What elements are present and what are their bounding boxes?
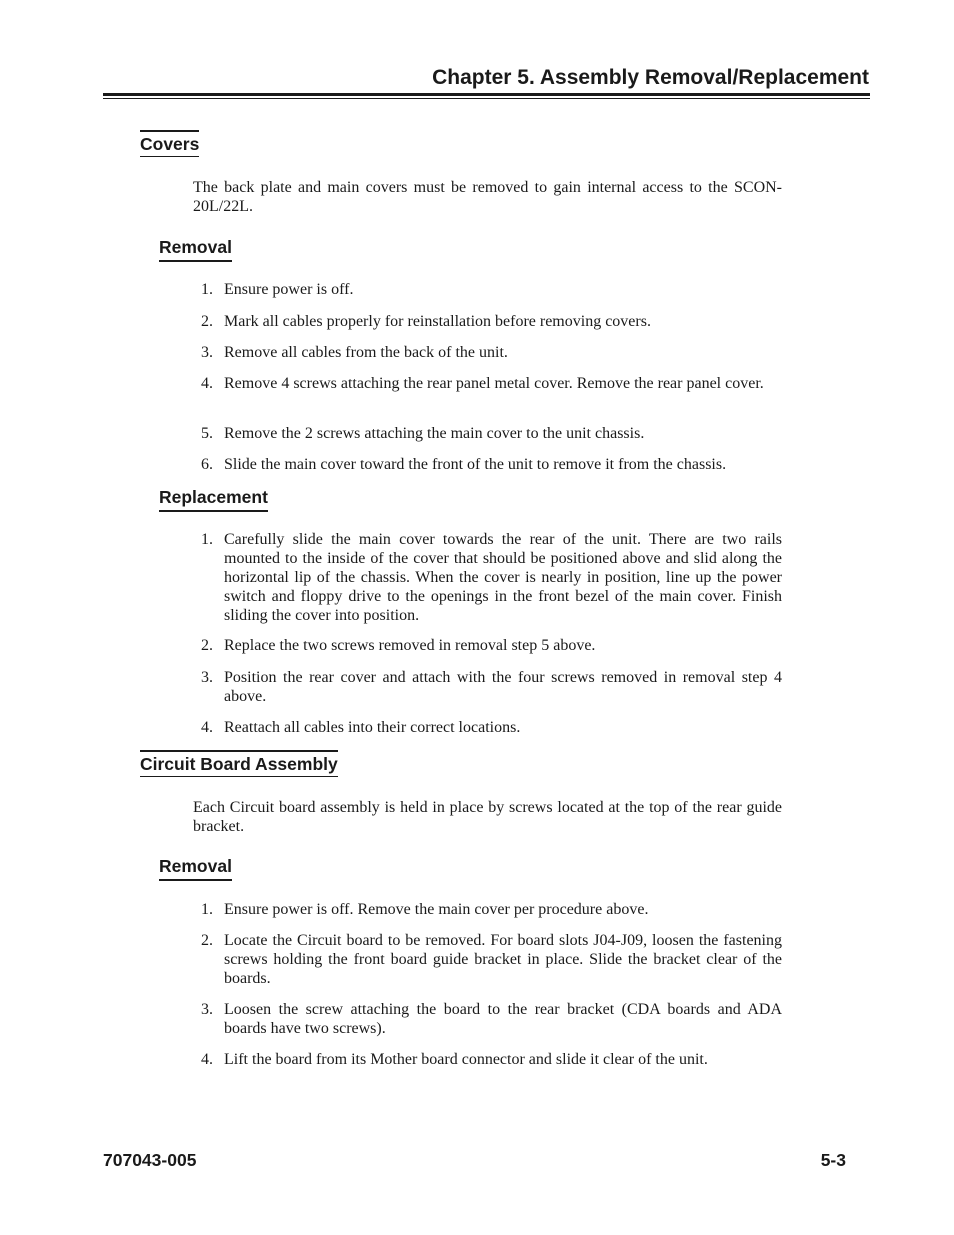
step-text: Slide the main cover toward the front of the unit to remove it from the chassis. — [224, 456, 727, 473]
step-text: Remove the 2 screws attaching the main cover to the unit chassis. — [224, 425, 645, 442]
covers-removal-step — [193, 343, 782, 362]
covers-replacement-step — [193, 718, 782, 737]
subsection-heading-circuit-board-removal: Removal — [159, 856, 232, 881]
circuit-board-removal-step — [193, 931, 782, 988]
step-text: Ensure power is off. Remove the main cover per procedure above. — [224, 901, 649, 918]
step-text: Carefully slide the main cover towards the rear of the unit. There are two rails mounted to the inside of the cover that should be positioned above and slid along the horizontal lip of the chassis. When the cover is nearly in position, line up the power switch and floppy drive to the openings in the front bezel of the main cover. Finish sliding the cover into position. — [224, 531, 782, 624]
footer-document-number: 707043-005 — [103, 1150, 197, 1170]
covers-removal-step — [193, 374, 782, 393]
section-heading-covers: Covers — [140, 130, 199, 157]
covers-removal-step — [193, 455, 782, 474]
step-number: 4. — [201, 1051, 213, 1068]
step-number: 5. — [201, 425, 213, 442]
circuit-board-intro-paragraph: Each Circuit board assembly is held in place by screws located at the top of the rear guide bracket. — [193, 799, 782, 835]
step-text: Remove all cables from the back of the unit. — [224, 344, 508, 361]
circuit-board-removal-step — [193, 900, 782, 919]
step-number: 4. — [201, 719, 213, 736]
step-number: 1. — [201, 281, 213, 298]
section-heading-circuit-board-assembly: Circuit Board Assembly — [140, 750, 338, 777]
step-text: Reattach all cables into their correct locations. — [224, 719, 521, 736]
covers-replacement-step — [193, 668, 782, 706]
footer-page-number: 5-3 — [820, 1150, 846, 1170]
step-number: 6. — [201, 456, 213, 473]
covers-removal-step — [193, 280, 782, 299]
step-number: 3. — [201, 344, 213, 361]
step-text: Lift the board from its Mother board connector and slide it clear of the unit. — [224, 1051, 708, 1068]
step-text: Position the rear cover and attach with the four screws removed in removal step 4 above. — [224, 669, 782, 705]
chapter-title: Chapter 5. Assembly Removal/Replacement — [432, 66, 869, 89]
covers-replacement-step — [193, 636, 782, 655]
covers-removal-step — [193, 312, 782, 331]
step-text: Mark all cables properly for reinstallation before removing covers. — [224, 313, 651, 330]
covers-intro-paragraph: The back plate and main covers must be removed to gain internal access to the SCON-20L/22L. — [193, 179, 782, 215]
step-number: 1. — [201, 531, 213, 548]
subsection-heading-covers-replacement: Replacement — [159, 487, 268, 512]
header-rule-thick — [103, 93, 870, 96]
step-number: 3. — [201, 669, 213, 686]
header-rule-thin — [103, 98, 870, 99]
step-number: 3. — [201, 1001, 213, 1018]
step-text: Remove 4 screws attaching the rear panel metal cover. Remove the rear panel cover. — [224, 375, 764, 392]
step-text: Replace the two screws removed in removal step 5 above. — [224, 637, 596, 654]
step-number: 2. — [201, 637, 213, 654]
step-number: 1. — [201, 901, 213, 918]
step-text: Loosen the screw attaching the board to the rear bracket (CDA boards and ADA boards have two screws). — [224, 1001, 782, 1037]
step-text: Locate the Circuit board to be removed. For board slots J04-J09, loosen the fastening screws holding the front board guide bracket in place. Slide the bracket clear of the boards. — [224, 932, 782, 987]
circuit-board-removal-step — [193, 1000, 782, 1038]
step-number: 2. — [201, 313, 213, 330]
subsection-heading-covers-removal: Removal — [159, 237, 232, 262]
covers-replacement-step — [193, 530, 782, 625]
covers-removal-step — [193, 424, 782, 443]
step-number: 2. — [201, 932, 213, 949]
circuit-board-removal-step — [193, 1050, 782, 1069]
step-text: Ensure power is off. — [224, 281, 354, 298]
step-number: 4. — [201, 375, 213, 392]
